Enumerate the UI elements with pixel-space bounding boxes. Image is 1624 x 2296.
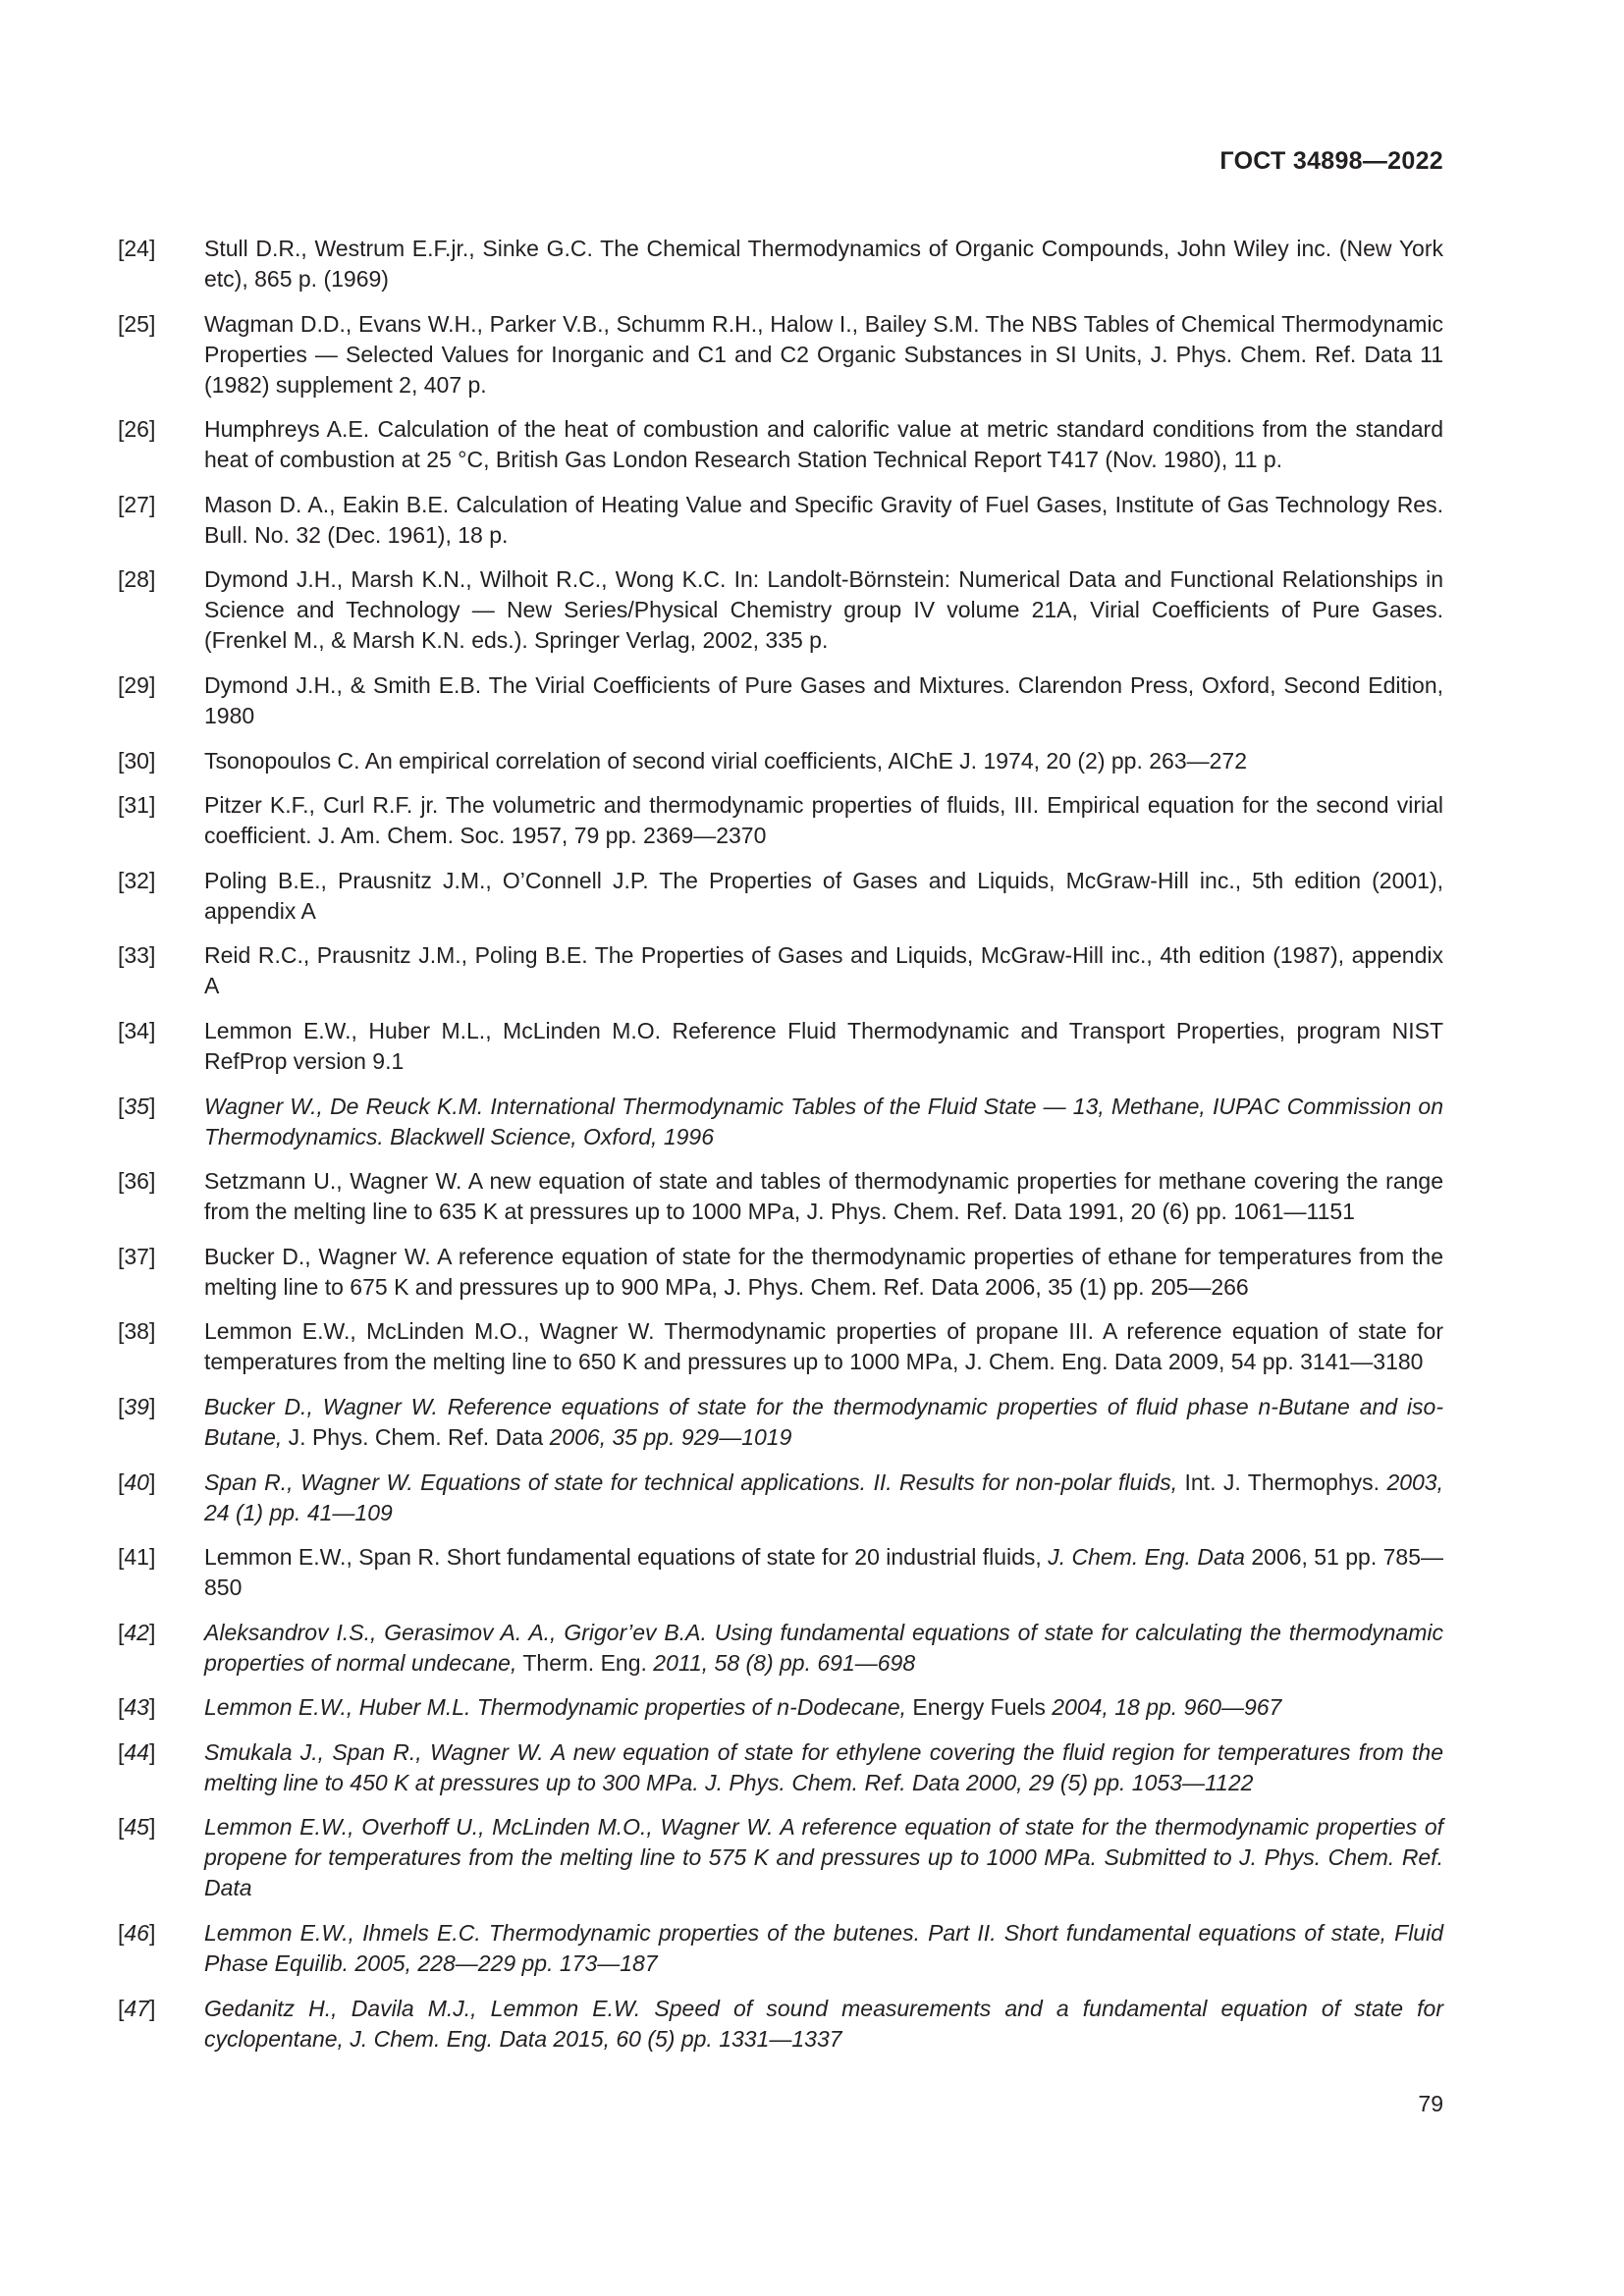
reference-item	[118, 746, 1443, 776]
reference-number: [38]	[118, 1318, 156, 1345]
reference-text: Lemmon E.W., Huber M.L., McLinden M.O. Reference Fluid Thermodynamic and Transport Properties, program NIST RefProp version 9.1	[204, 1017, 1443, 1074]
reference-text: Lemmon E.W., Huber M.L. Thermodynamic properties of n-Dodecane, Energy Fuels 2004, 18 pp. 960—967	[204, 1694, 1282, 1721]
reference-item	[118, 1918, 1443, 1979]
reference-text: Lemmon E.W., Span R. Short fundamental equations of state for 20 industrial fluids, J. Chem. Eng. Data 2006, 51 pp. 785—850	[204, 1544, 1443, 1601]
reference-text: Mason D. A., Eakin B.E. Calculation of Heating Value and Specific Gravity of Fuel Gases, Institute of Gas Technology Res. Bull. No. 32 (Dec. 1961), 18 p.	[204, 491, 1443, 548]
reference-text: Wagner W., De Reuck K.M. International Thermodynamic Tables of the Fluid State — 13, Methane, IUPAC Commission on Thermodynamics. Blackwell Science, Oxford, 1996	[204, 1093, 1443, 1149]
reference-item	[118, 309, 1443, 400]
reference-number: [30]	[118, 747, 156, 774]
reference-item	[118, 866, 1443, 927]
reference-text: Reid R.C., Prausnitz J.M., Poling B.E. The Properties of Gases and Liquids, McGraw-Hill inc., 4th edition (1987), appendix A	[204, 942, 1443, 999]
reference-item	[118, 234, 1443, 294]
reference-item	[118, 1692, 1443, 1723]
reference-item	[118, 1812, 1443, 1903]
document-code: ГОСТ 34898—2022	[1219, 147, 1443, 175]
reference-text: Tsonopoulos C. An empirical correlation of second virial coefficients, AIChE J. 1974, 20 (2) pp. 263—272	[204, 747, 1247, 774]
reference-item	[118, 790, 1443, 851]
reference-text: Smukala J., Span R., Wagner W. A new equation of state for ethylene covering the fluid region for temperatures from the melting line to 450 K at pressures up to 300 MPa. J. Phys. Chem. Ref. Data 2000, 29 (5) pp. 1053—1122	[204, 1738, 1443, 1795]
reference-number: [26]	[118, 416, 156, 443]
reference-item	[118, 1092, 1443, 1152]
reference-item	[118, 670, 1443, 731]
reference-number: [45]	[118, 1814, 156, 1841]
reference-item	[118, 1468, 1443, 1528]
reference-number: [28]	[118, 566, 156, 593]
reference-item	[118, 1618, 1443, 1679]
reference-text: Aleksandrov I.S., Gerasimov A. A., Grigor’ev B.A. Using fundamental equations of state for calculating the thermodynamic properties of normal undecane, Therm. Eng. 2011, 58 (8) pp. 691—698	[204, 1619, 1443, 1676]
reference-number: [41]	[118, 1544, 156, 1571]
reference-number: [32]	[118, 867, 156, 893]
reference-item	[118, 1316, 1443, 1377]
reference-text: Span R., Wagner W. Equations of state for technical applications. II. Results for non-polar fluids, Int. J. Thermophys. 2003, 24 (1) pp. 41—109	[204, 1468, 1443, 1525]
reference-number: [34]	[118, 1017, 156, 1043]
bibliography-list	[118, 234, 1443, 2068]
reference-item	[118, 1242, 1443, 1303]
reference-text: Bucker D., Wagner W. A reference equation of state for the thermodynamic properties of ethane for temperatures from the melting line to 675 K and pressures up to 900 MPa, J. Phys. Chem. Ref. Data 2006, 35 (1) pp. 205—266	[204, 1243, 1443, 1300]
reference-item	[118, 1994, 1443, 2055]
reference-text: Poling B.E., Prausnitz J.M., O’Connell J.P. The Properties of Gases and Liquids, McGraw-Hill inc., 5th edition (2001), appendix A	[204, 867, 1443, 924]
reference-item	[118, 1166, 1443, 1227]
reference-number: [25]	[118, 310, 156, 337]
reference-number: [46]	[118, 1920, 156, 1947]
reference-number: [44]	[118, 1738, 156, 1765]
reference-number: [31]	[118, 792, 156, 819]
reference-text: Lemmon E.W., McLinden M.O., Wagner W. Thermodynamic properties of propane III. A reference equation of state for temperatures from the melting line to 650 K and pressures up to 1000 MPa, J. Chem. Eng. Data 2009, 54 pp. 3141—3180	[204, 1318, 1443, 1375]
reference-number: [24]	[118, 236, 156, 261]
reference-text: Dymond J.H., Marsh K.N., Wilhoit R.C., Wong K.C. In: Landolt-Börnstein: Numerical Data and Functional Relationships in Science and Technology — New Series/Physical Chemistry group IV volume 21A, Virial Coefficients of Pure Gases. (Frenkel M., & Marsh K.N. eds.). Springer Verlag, 2002, 335 p.	[204, 566, 1443, 654]
reference-text: Lemmon E.W., Overhoff U., McLinden M.O., Wagner W. A reference equation of state for the thermodynamic properties of propene for temperatures from the melting line to 575 K and pressures up to 1000 MPa. Submitted to J. Phys. Chem. Ref. Data	[204, 1814, 1443, 1901]
reference-text: Pitzer K.F., Curl R.F. jr. The volumetric and thermodynamic properties of fluids, III. Empirical equation for the second virial coefficient. J. Am. Chem. Soc. 1957, 79 pp. 2369—2370	[204, 792, 1443, 849]
reference-text: Humphreys A.E. Calculation of the heat of combustion and calorific value at metric standard conditions from the standard heat of combustion at 25 °C, British Gas London Research Station Technical Report T417 (Nov. 1980), 11 p.	[204, 416, 1443, 473]
reference-text: Bucker D., Wagner W. Reference equations of state for the thermodynamic properties of fluid phase n-Butane and iso-Butane, J. Phys. Chem. Ref. Data 2006, 35 pp. 929—1019	[204, 1393, 1443, 1450]
reference-item	[118, 1737, 1443, 1798]
reference-number: [36]	[118, 1168, 156, 1195]
reference-item	[118, 490, 1443, 551]
reference-item	[118, 564, 1443, 656]
reference-item	[118, 940, 1443, 1001]
reference-number: [35]	[118, 1093, 156, 1119]
reference-text: Lemmon E.W., Ihmels E.C. Thermodynamic properties of the butenes. Part II. Short fundamental equations of state, Fluid Phase Equilib. 2005, 228—229 pp. 173—187	[204, 1920, 1443, 1977]
reference-number: [37]	[118, 1243, 156, 1269]
reference-number: [33]	[118, 942, 156, 969]
reference-number: [40]	[118, 1468, 156, 1495]
reference-number: [27]	[118, 491, 156, 517]
reference-text: Gedanitz H., Davila M.J., Lemmon E.W. Speed of sound measurements and a fundamental equation of state for cyclopentane, J. Chem. Eng. Data 2015, 60 (5) pp. 1331—1337	[204, 1995, 1443, 2052]
reference-number: [47]	[118, 1995, 156, 2021]
page-number: 79	[1418, 2091, 1443, 2116]
reference-number: [42]	[118, 1619, 156, 1645]
reference-number: [43]	[118, 1694, 156, 1721]
reference-text: Stull D.R., Westrum E.F.jr., Sinke G.C. The Chemical Thermodynamics of Organic Compounds, John Wiley inc. (New York etc), 865 p. (1969)	[204, 236, 1443, 292]
reference-text: Setzmann U., Wagner W. A new equation of state and tables of thermodynamic properties for methane covering the range from the melting line to 635 K at pressures up to 1000 MPa, J. Phys. Chem. Ref. Data 1991, 20 (6) pp. 1061—1151	[204, 1168, 1443, 1225]
reference-number: [39]	[118, 1393, 156, 1419]
reference-text: Dymond J.H., & Smith E.B. The Virial Coefficients of Pure Gases and Mixtures. Clarendon Press, Oxford, Second Edition, 1980	[204, 671, 1443, 728]
reference-item	[118, 1392, 1443, 1453]
reference-number: [29]	[118, 671, 156, 698]
reference-text: Wagman D.D., Evans W.H., Parker V.B., Schumm R.H., Halow I., Bailey S.M. The NBS Tables of Chemical Thermodynamic Properties — Selected Values for Inorganic and C1 and C2 Organic Substances in SI Units, J. Phys. Chem. Ref. Data 11 (1982) supplement 2, 407 p.	[204, 310, 1443, 398]
reference-item	[118, 414, 1443, 475]
reference-item	[118, 1542, 1443, 1603]
reference-item	[118, 1016, 1443, 1077]
